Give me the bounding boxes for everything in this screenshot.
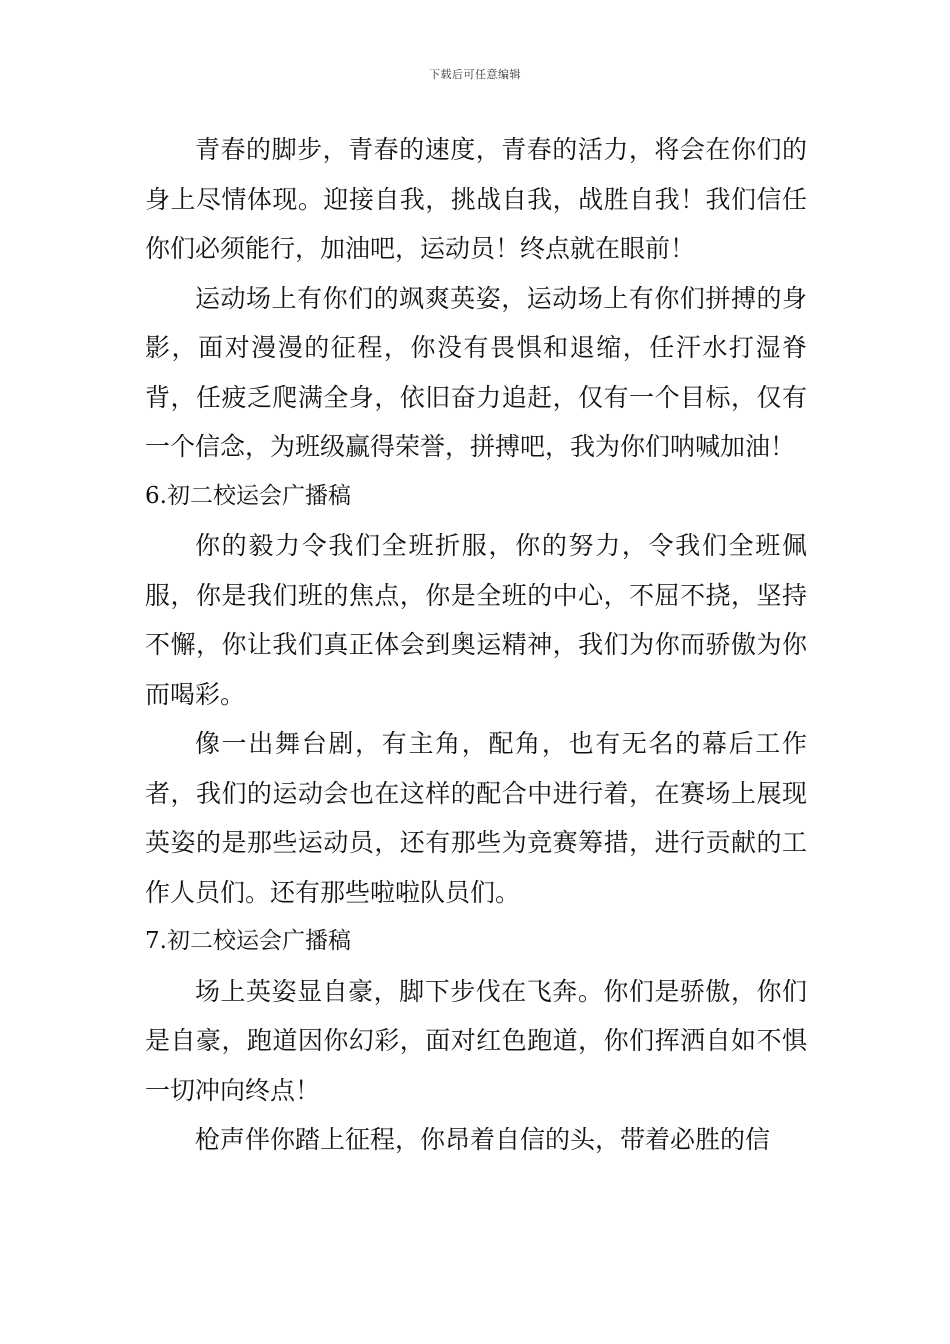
paragraph: 场上英姿显自豪，脚下步伐在飞奔。你们是骄傲，你们是自豪，跑道因你幻彩，面对红色跑道，你们挥洒自如不惧一切冲向终点！	[145, 976, 807, 1105]
paragraph: 枪声伴你踏上征程，你昂着自信的头，带着必胜的信	[195, 1125, 771, 1154]
page-header: 下载后可任意编辑	[429, 68, 521, 81]
section-heading: 6.初二校运会广播稿	[145, 482, 351, 509]
paragraph: 青春的脚步，青春的速度，青春的活力，将会在你们的身上尽情体现。迎接自我，挑战自我，战胜自我！我们信任你们必须能行，加油吧，运动员！终点就在眼前！	[145, 135, 807, 263]
document-body	[145, 125, 807, 1165]
paragraph: 运动场上有你们的飒爽英姿，运动场上有你们拼搏的身影，面对漫漫的征程，你没有畏惧和退缩，任汗水打湿脊背，任疲乏爬满全身，依旧奋力追赶，仅有一个目标，仅有一个信念，为班级赢得荣誉，拼搏吧，我为你们呐喊加油！	[145, 283, 807, 461]
section-heading: 7.初二校运会广播稿	[145, 928, 351, 954]
paragraph: 像一出舞台剧，有主角，配角，也有无名的幕后工作者，我们的运动会也在这样的配合中进行着，在赛场上展现英姿的是那些运动员，还有那些为竞赛筹措，进行贡献的工作人员们。还有那些啦啦队员们。	[145, 729, 807, 907]
paragraph: 你的毅力令我们全班折服，你的努力，令我们全班佩服，你是我们班的焦点，你是全班的中心，不屈不挠，坚持不懈，你让我们真正体会到奥运精神，我们为你而骄傲为你而喝彩。	[145, 531, 807, 709]
